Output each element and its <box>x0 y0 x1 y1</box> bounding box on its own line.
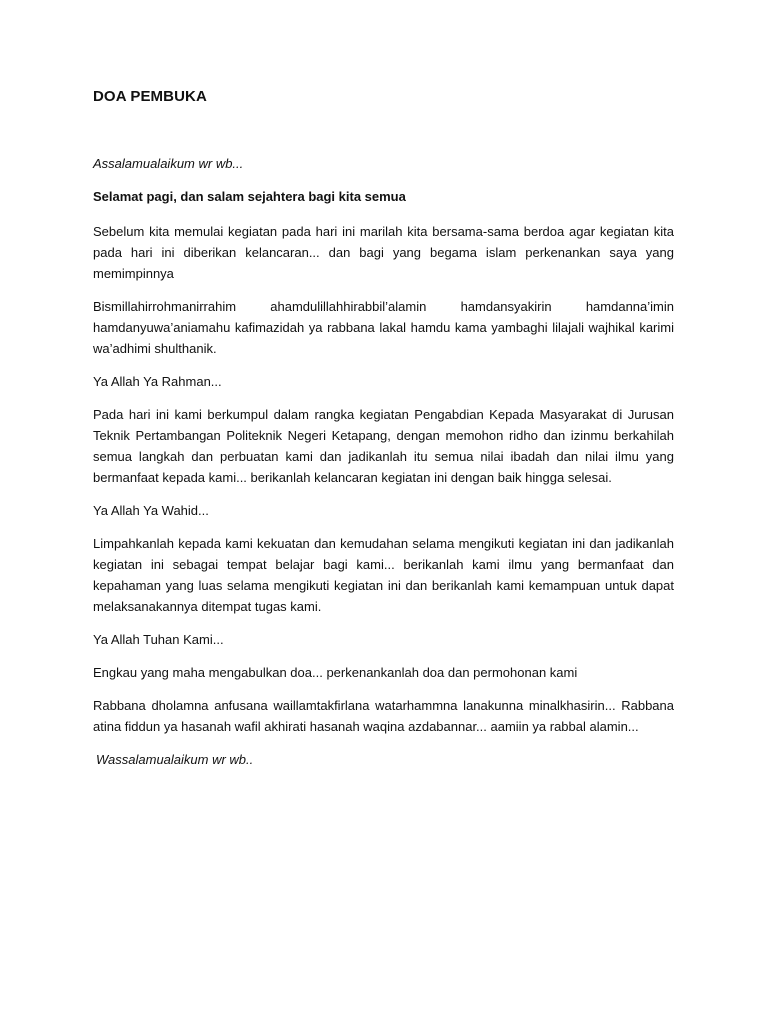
paragraph-bismillah: Bismillahirrohmanirrahim ahamdulillahhirabbil’alamin hamdansyakirin hamdanna’imin hamdanyuwa’aniamahu kafimazidah ya rabbana lakal hamdu kama yambaghi lilajali wajhikal karimi wa’adhimi shulthanik. <box>93 299 674 356</box>
invocation-rahman: Ya Allah Ya Rahman... <box>93 374 222 389</box>
paragraph-strength: Limpahkanlah kepada kami kekuatan dan kemudahan selama mengikuti kegiatan ini dan jadikanlah kegiatan ini sebagai tempat belajar bagi kami... berikanlah kami ilmu yang bermanfaat dan kepahaman yang luas selama mengikuti kegiatan ini dan berikanlah kami kemampuan untuk dapat melaksanakannya ditempat tugas kami. <box>93 536 674 614</box>
invocation-wahid: Ya Allah Ya Wahid... <box>93 503 209 518</box>
greeting-salam: Selamat pagi, dan salam sejahtera bagi kita semua <box>93 189 406 204</box>
document-page <box>93 88 674 782</box>
paragraph-rabbana: Rabbana dholamna anfusana waillamtakfirlana watarhammna lanakunna minalkhasirin... Rabbana atina fiddun ya hasanah wafil akhirati hasanah waqina azdabannar... aamiin ya rabbal alamin... <box>93 698 674 734</box>
paragraph-gathering: Pada hari ini kami berkumpul dalam rangka kegiatan Pengabdian Kepada Masyarakat di Jurusan Teknik Pertambangan Politeknik Negeri Ketapang, dengan memohon ridho dan izinmu berkahilah semua langkah dan perbuatan kami dan jadikanlah itu semua nilai ibadah dan nilai ilmu yang bermanfaat kepada kami... berikanlah kelancaran kegiatan ini dengan baik hingga selesai. <box>93 407 674 485</box>
document-title: DOA PEMBUKA <box>93 88 207 105</box>
closing-salam: Wassalamualaikum wr wb.. <box>96 752 254 767</box>
paragraph-intro: Sebelum kita memulai kegiatan pada hari ini marilah kita bersama-sama berdoa agar kegiatan kita pada hari ini diberikan kelancaran... dan bagi yang begama islam perkenankan saya yang memimpinnya <box>93 224 674 281</box>
paragraph-engkau: Engkau yang maha mengabulkan doa... perkenankanlah doa dan permohonan kami <box>93 665 578 680</box>
invocation-tuhan: Ya Allah Tuhan Kami... <box>93 632 224 647</box>
greeting-opening: Assalamualaikum wr wb... <box>93 156 244 171</box>
